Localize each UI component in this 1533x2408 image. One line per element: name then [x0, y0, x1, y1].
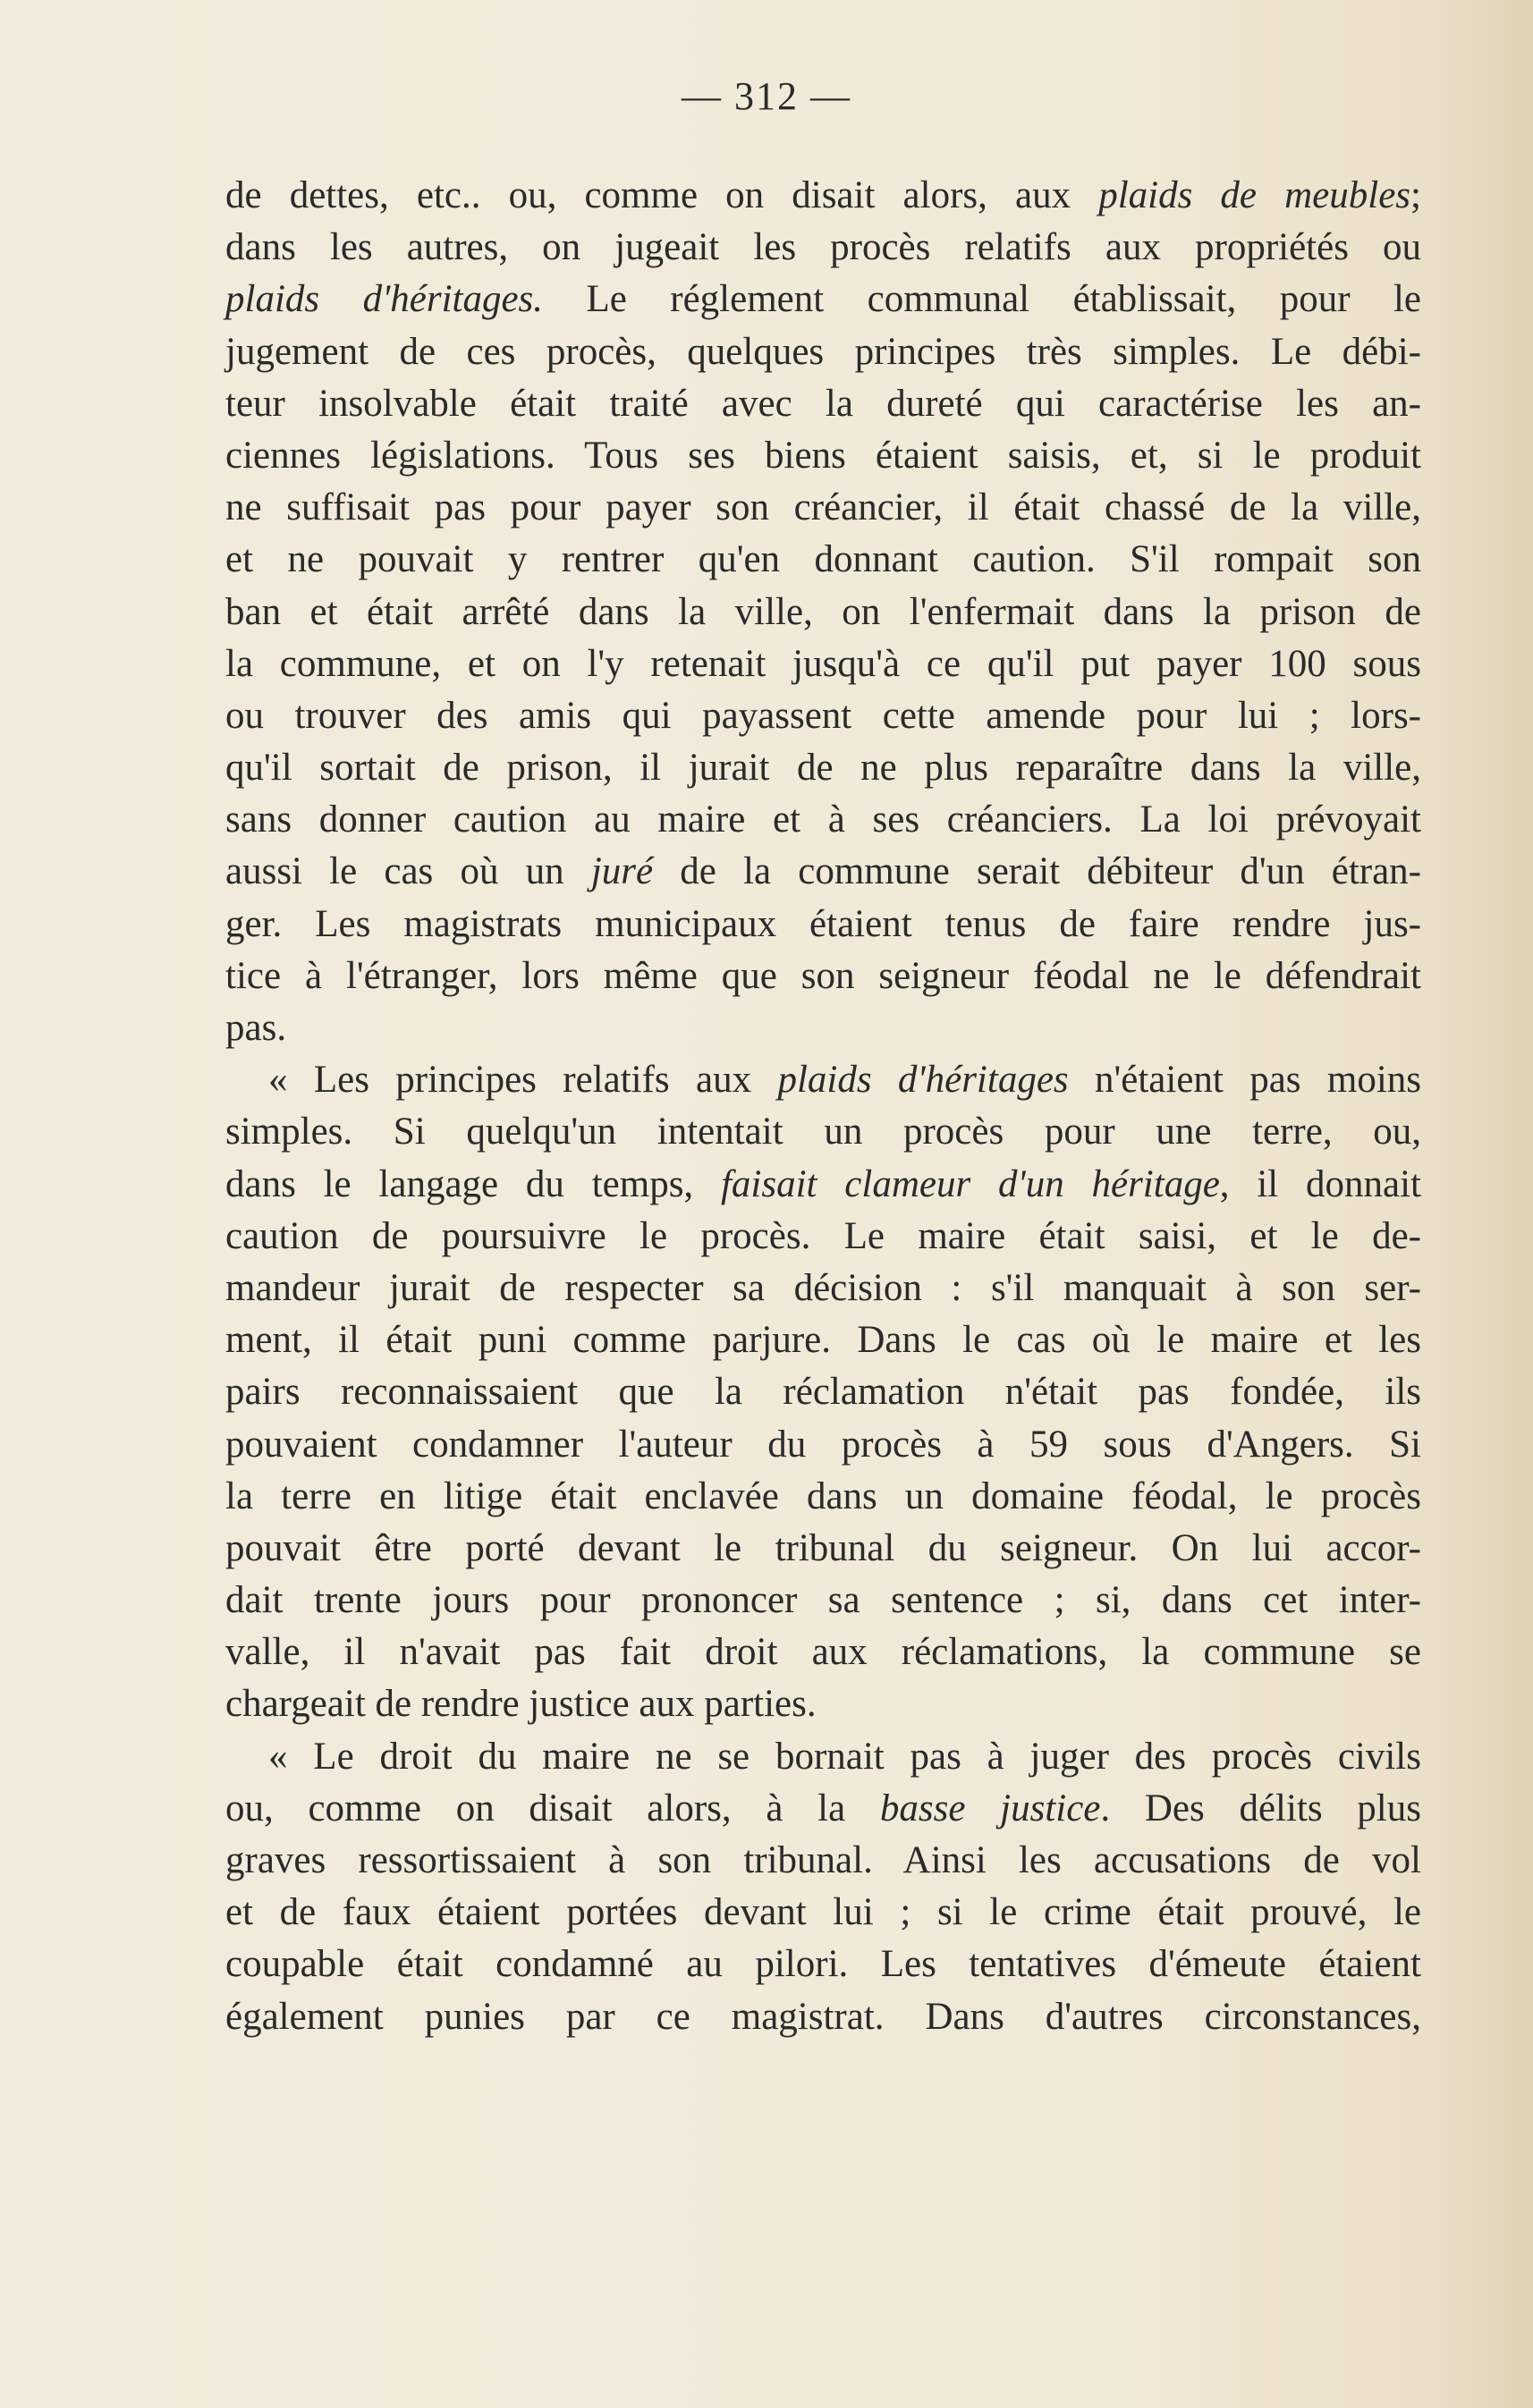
text-segment: « Le droit du maire ne se bornait pas à juger des procès civils — [268, 1735, 1421, 1778]
text-segment: pairs reconnaissaient que la réclamation n'était pas fondée, ils — [225, 1371, 1421, 1414]
text-line — [225, 482, 1421, 534]
text-line — [225, 378, 1421, 430]
text-line — [225, 794, 1421, 846]
text-line — [225, 1626, 1421, 1678]
text-segment: . Des délits plus — [1100, 1787, 1421, 1829]
text-segment: dait trente jours pour prononcer sa sentence ; si, dans cet inter- — [225, 1579, 1421, 1622]
text-segment: pouvaient condamner l'auteur du procès à 59 sous d'Angers. Si — [225, 1423, 1421, 1466]
text-line — [225, 1887, 1421, 1939]
page-number: — 312 — — [682, 74, 851, 118]
text-line — [225, 274, 1421, 325]
text-segment: Le réglement communal établissait, pour le — [543, 278, 1421, 321]
text-segment: ou trouver des amis qui payassent cette amende pour lui ; lors- — [225, 694, 1421, 737]
italic-text: plaids de meubles — [1098, 174, 1411, 216]
text-segment: coupable était condamné au pilori. Les tentatives d'émeute étaient — [225, 1943, 1421, 1986]
text-line — [225, 1991, 1421, 2043]
text-segment: dans le langage du temps, — [225, 1162, 721, 1205]
text-segment: qu'il sortait de prison, il jurait de ne plus reparaître dans la ville, — [225, 747, 1421, 790]
text-line — [225, 222, 1421, 274]
text-segment: de la commune serait débiteur d'un étran- — [653, 850, 1422, 893]
text-segment: ger. Les magistrats municipaux étaient tenus de faire rendre jus- — [225, 902, 1421, 945]
text-segment: également punies par ce magistrat. Dans d'autres circonstances, — [225, 1995, 1421, 2038]
text-line — [225, 1314, 1421, 1366]
text-line — [225, 1002, 1421, 1054]
text-segment: ; — [1410, 174, 1421, 216]
text-segment: ciennes législations. Tous ses biens étaient saisis, et, si le produit — [225, 434, 1421, 477]
text-line — [225, 742, 1421, 794]
text-line — [225, 1835, 1421, 1887]
text-line — [225, 899, 1421, 951]
italic-text: basse justice — [879, 1787, 1101, 1829]
text-segment: la terre en litige était enclavée dans un domaine féodal, le procès — [225, 1474, 1421, 1517]
text-line — [225, 1575, 1421, 1626]
italic-text: faisait clameur d'un héritage — [720, 1162, 1220, 1205]
text-line — [225, 1054, 1421, 1106]
text-segment: ne suffisait pas pour payer son créancier, il était chassé de la ville, — [225, 486, 1421, 529]
text-segment: n'étaient pas moins — [1068, 1059, 1421, 1102]
text-segment: tice à l'étranger, lors même que son seigneur féodal ne le défendrait — [225, 954, 1421, 997]
text-segment: et de faux étaient portées devant lui ; si le crime était prouvé, le — [225, 1891, 1421, 1934]
text-line — [225, 430, 1421, 482]
italic-text: plaids d'héritages. — [225, 278, 544, 321]
text-line — [225, 846, 1421, 898]
text-segment: ment, il était puni comme parjure. Dans le cas où le maire et les — [225, 1319, 1421, 1362]
text-segment: chargeait de rendre justice aux parties. — [225, 1683, 817, 1726]
text-line — [225, 1106, 1421, 1158]
text-line — [225, 1783, 1421, 1835]
text-segment: de dettes, etc.. ou, comme on disait alors, aux — [225, 174, 1099, 216]
text-line — [225, 170, 1421, 222]
text-line — [225, 326, 1421, 378]
text-line — [225, 1523, 1421, 1575]
text-line — [225, 1159, 1421, 1211]
text-segment: mandeur jurait de respecter sa décision : s'il manquait à son ser- — [225, 1266, 1421, 1309]
text-segment: ou, comme on disait alors, à la — [225, 1787, 880, 1829]
text-line — [225, 1678, 1421, 1730]
text-segment: dans les autres, on jugeait les procès relatifs aux propriétés ou — [225, 226, 1421, 269]
text-segment: valle, il n'avait pas fait droit aux réclamations, la commune se — [225, 1631, 1421, 1674]
text-line — [225, 690, 1421, 742]
text-line — [225, 534, 1421, 586]
text-segment: teur insolvable était traité avec la dureté qui caractérise les an- — [225, 382, 1421, 425]
text-segment: pas. — [225, 1007, 287, 1049]
text-segment: et ne pouvait y rentrer qu'en donnant caution. S'il rompait son — [225, 538, 1421, 581]
text-line — [225, 638, 1421, 690]
text-segment: , il donnait — [1219, 1162, 1422, 1205]
text-segment: « Les principes relatifs aux — [268, 1059, 778, 1102]
text-segment: sans donner caution au maire et à ses créanciers. La loi prévoyait — [225, 798, 1421, 841]
text-line — [225, 1939, 1421, 1990]
text-line — [225, 1366, 1421, 1418]
text-line — [225, 1419, 1421, 1471]
text-segment: caution de poursuivre le procès. Le maire était saisi, et le de- — [225, 1214, 1421, 1257]
text-line — [225, 1211, 1421, 1263]
text-segment: jugement de ces procès, quelques principes très simples. Le débi- — [225, 330, 1421, 373]
text-segment: ban et était arrêté dans la ville, on l'enfermait dans la prison de — [225, 590, 1421, 633]
text-segment: aussi le cas où un — [225, 850, 591, 893]
text-segment: la commune, et on l'y retenait jusqu'à ce qu'il put payer 100 sous — [225, 642, 1421, 685]
italic-text: plaids d'héritages — [777, 1059, 1069, 1102]
text-line — [225, 1471, 1421, 1523]
text-line — [225, 587, 1421, 638]
text-line — [225, 1263, 1421, 1314]
text-line — [225, 951, 1421, 1002]
text-line — [225, 1731, 1421, 1783]
text-segment: simples. Si quelqu'un intentait un procès pour une terre, ou, — [225, 1111, 1421, 1153]
text-segment: pouvait être porté devant le tribunal du seigneur. On lui accor- — [225, 1526, 1421, 1569]
body-text — [225, 170, 1421, 2043]
italic-text: juré — [590, 850, 654, 893]
text-segment: graves ressortissaient à son tribunal. Ainsi les accusations de vol — [225, 1839, 1421, 1881]
